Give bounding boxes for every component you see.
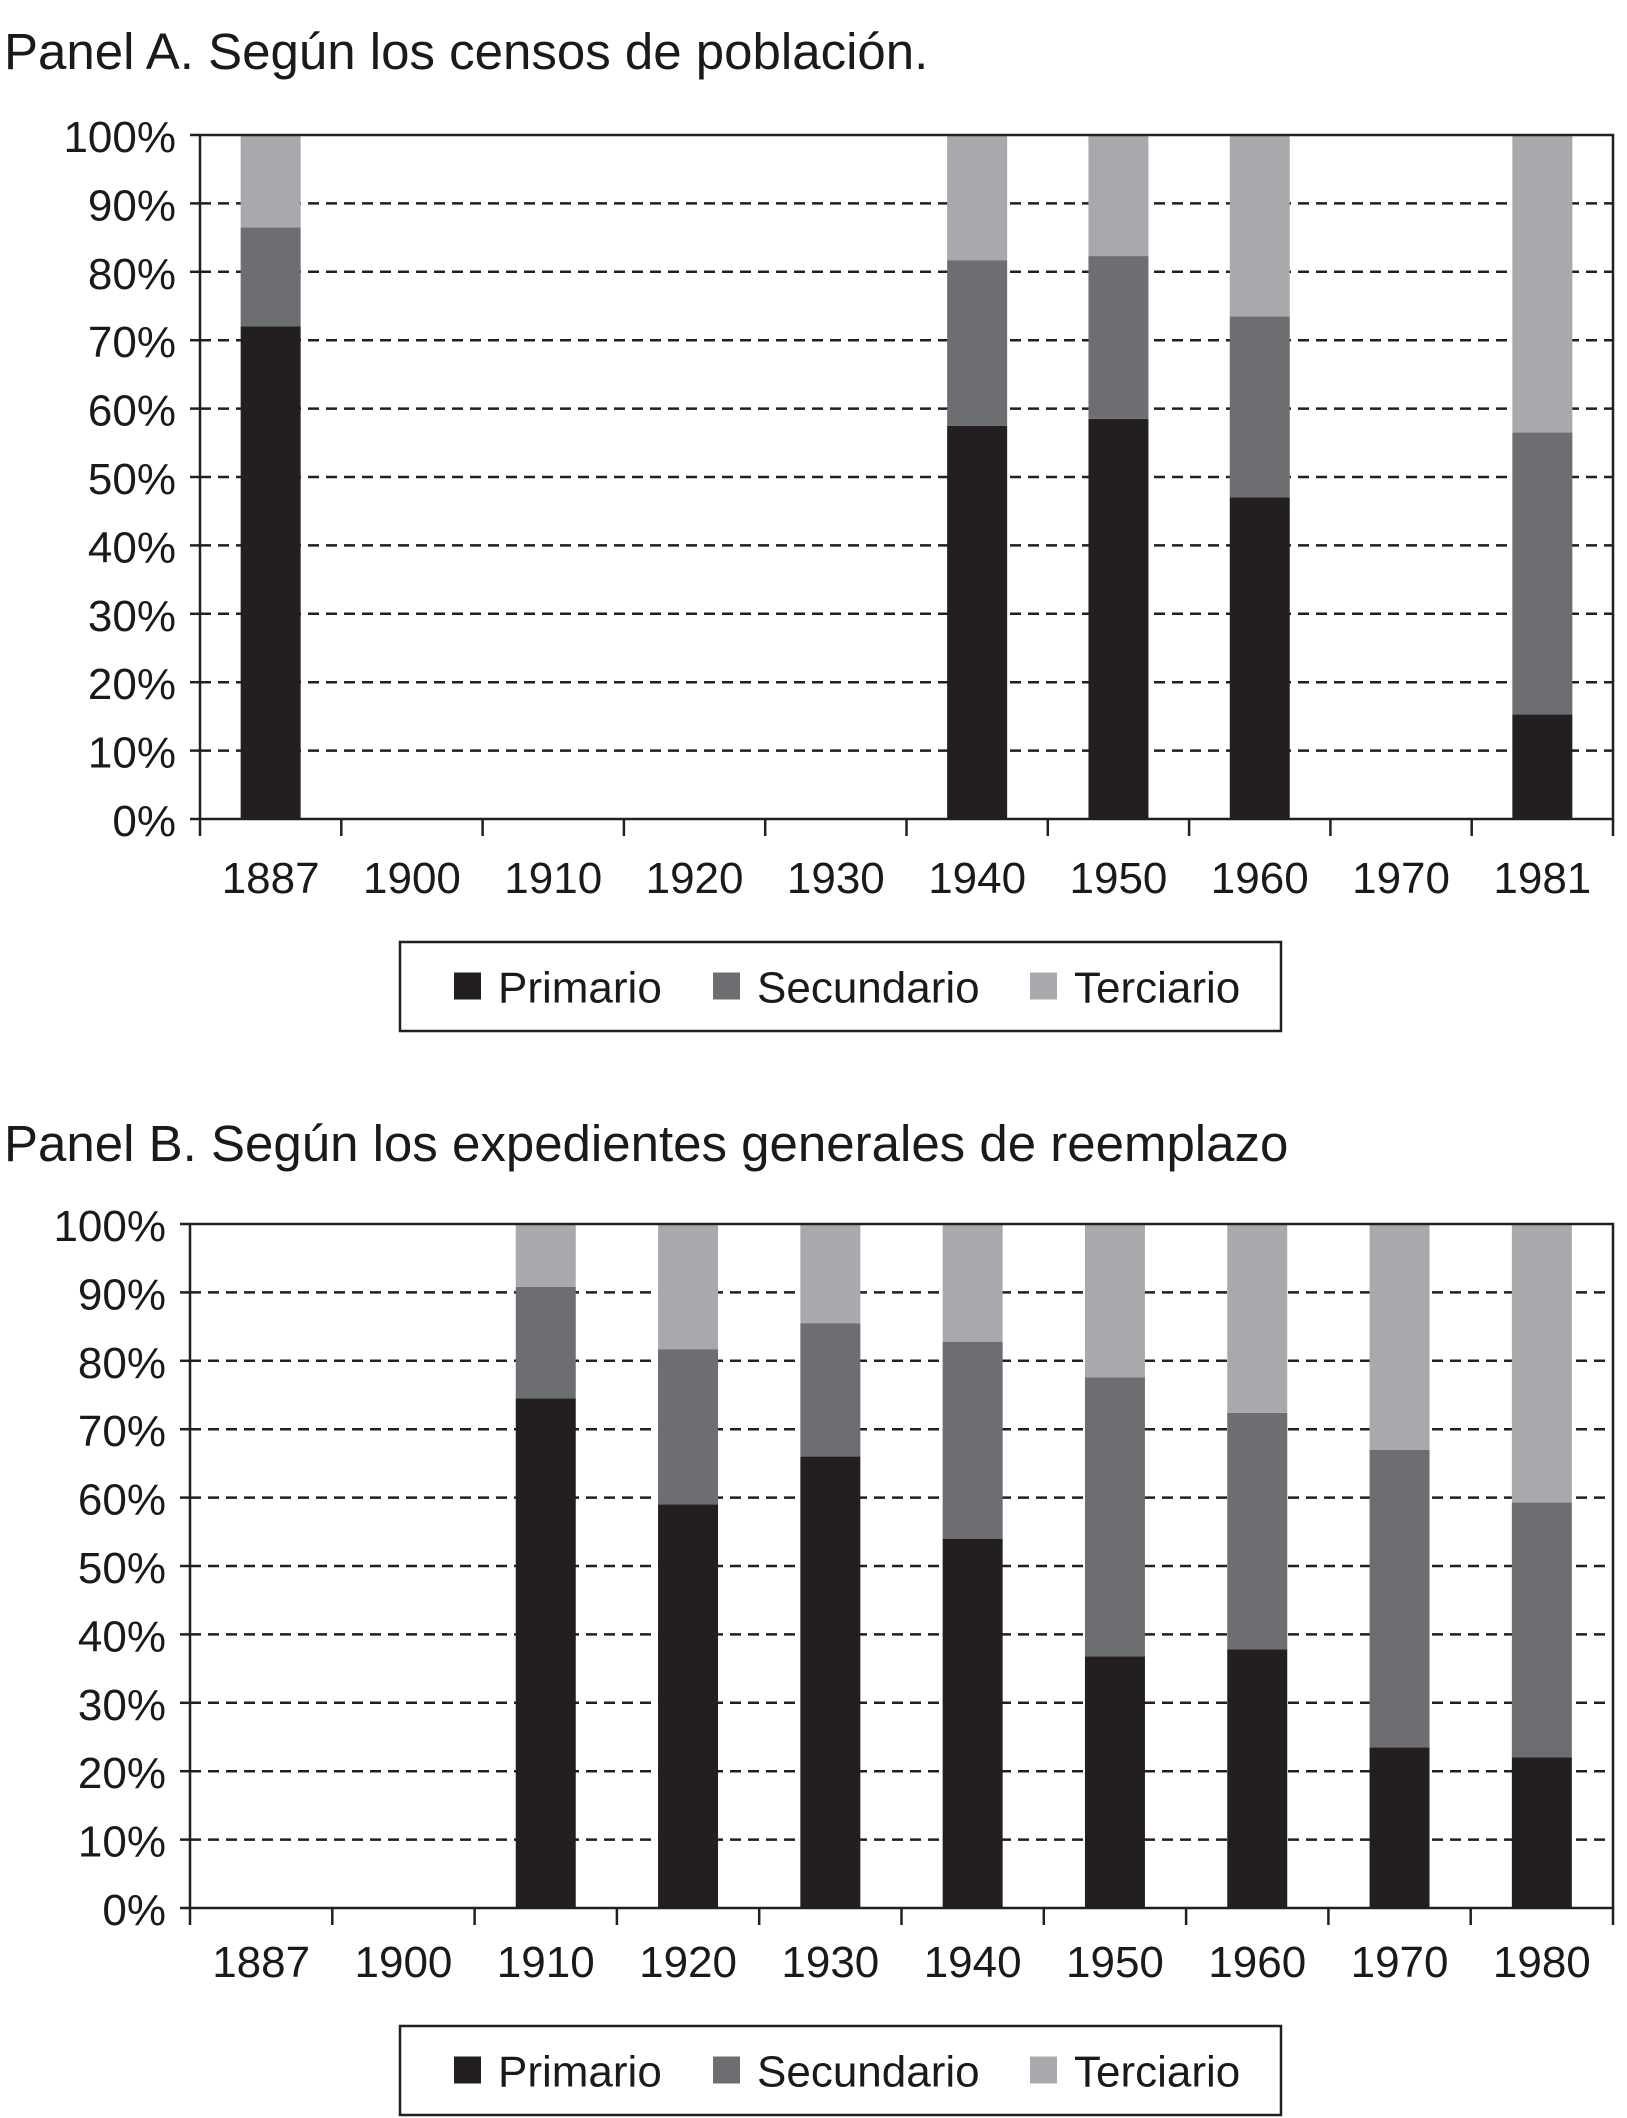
y-tick-label: 10% — [77, 1817, 166, 1867]
y-tick-label: 50% — [77, 1544, 166, 1593]
bar-segment-secundario-1960 — [1230, 316, 1290, 497]
x-tick-label: 1970 — [1352, 854, 1450, 903]
legend-label-terciario: Terciario — [1074, 2047, 1241, 2097]
legend-swatch-primario — [454, 973, 481, 1000]
x-tick-label: 1960 — [1208, 1938, 1307, 1987]
x-tick-label: 1887 — [221, 854, 320, 903]
legend-label-primario: Primario — [498, 963, 662, 1013]
bar-segment-secundario-1950 — [1085, 1377, 1145, 1656]
bar-segment-primario-1980 — [1512, 1758, 1572, 1908]
bar-segment-primario-1887 — [241, 327, 301, 819]
legend-label-secundario: Secundario — [757, 963, 980, 1013]
bar-segment-primario-1940 — [947, 426, 1007, 819]
x-tick-label: 1900 — [363, 854, 461, 903]
bar-segment-primario-1950 — [1088, 419, 1148, 819]
bar-segment-secundario-1940 — [947, 260, 1007, 426]
bar-segment-terciario-1950 — [1085, 1224, 1145, 1377]
y-tick-label: 30% — [77, 1680, 166, 1730]
x-tick-label: 1930 — [786, 854, 885, 903]
bar-segment-secundario-1910 — [516, 1287, 576, 1398]
y-tick-label: 80% — [87, 249, 176, 299]
bar-segment-secundario-1980 — [1512, 1502, 1572, 1757]
panel-b-chart — [0, 1059, 1627, 2118]
y-tick-label: 70% — [87, 318, 176, 368]
y-tick-label: 40% — [77, 1612, 166, 1662]
bar-segment-terciario-1910 — [516, 1224, 576, 1287]
y-tick-label: 10% — [87, 728, 176, 778]
x-tick-label: 1910 — [504, 854, 603, 903]
legend-swatch-secundario — [713, 973, 740, 1000]
bar-segment-secundario-1970 — [1370, 1450, 1430, 1748]
panel-a-title: Panel A. Según los censos de población. — [4, 23, 929, 80]
y-tick-label: 60% — [77, 1475, 166, 1525]
y-tick-label: 30% — [87, 591, 176, 641]
bar-segment-primario-1930 — [800, 1457, 860, 1908]
panel-b — [0, 1059, 1627, 2118]
x-tick-label: 1981 — [1493, 854, 1592, 903]
y-tick-label: 60% — [87, 386, 176, 436]
bar-segment-primario-1940 — [943, 1539, 1003, 1908]
x-tick-label: 1910 — [496, 1938, 595, 1987]
bar-segment-terciario-1930 — [800, 1224, 860, 1323]
x-tick-label: 1920 — [645, 854, 744, 903]
x-tick-label: 1950 — [1066, 1938, 1164, 1987]
bar-segment-primario-1960 — [1227, 1649, 1287, 1908]
y-tick-label: 80% — [77, 1338, 166, 1388]
legend-label-primario: Primario — [498, 2047, 662, 2097]
bar-segment-secundario-1960 — [1227, 1413, 1287, 1650]
bar-segment-terciario-1950 — [1088, 135, 1148, 256]
bar-segment-secundario-1887 — [241, 227, 301, 326]
bar-segment-primario-1910 — [516, 1398, 576, 1908]
bar-segment-primario-1920 — [658, 1504, 718, 1908]
x-tick-label: 1940 — [923, 1938, 1022, 1987]
bar-segment-primario-1950 — [1085, 1656, 1145, 1908]
legend-label-terciario: Terciario — [1074, 963, 1241, 1013]
legend-swatch-terciario — [1030, 973, 1057, 1000]
legend-swatch-terciario — [1030, 2057, 1057, 2084]
x-tick-label: 1950 — [1069, 854, 1168, 903]
y-tick-label: 100% — [53, 1202, 166, 1251]
y-tick-label: 0% — [102, 1886, 166, 1935]
legend-label-secundario: Secundario — [757, 2047, 980, 2097]
x-tick-label: 1887 — [212, 1938, 311, 1987]
y-tick-label: 20% — [77, 1749, 166, 1799]
bar-segment-secundario-1950 — [1088, 256, 1148, 419]
bar-segment-terciario-1887 — [241, 135, 301, 227]
panel-b-title: Panel B. Según los expedientes generales de reemplazo — [4, 1115, 1289, 1172]
bar-segment-primario-1960 — [1230, 498, 1290, 819]
bar-segment-primario-1970 — [1370, 1747, 1430, 1908]
y-tick-label: 50% — [87, 455, 176, 504]
bar-segment-terciario-1940 — [947, 135, 1007, 260]
y-tick-label: 40% — [87, 523, 176, 573]
bar-segment-secundario-1940 — [943, 1342, 1003, 1539]
bar-segment-secundario-1981 — [1512, 433, 1572, 715]
x-tick-label: 1900 — [354, 1938, 453, 1987]
bar-segment-terciario-1920 — [658, 1224, 718, 1349]
y-tick-label: 90% — [87, 181, 176, 231]
x-tick-label: 1920 — [639, 1938, 737, 1987]
bar-segment-primario-1981 — [1512, 714, 1572, 819]
bar-segment-secundario-1930 — [800, 1323, 860, 1456]
x-tick-label: 1940 — [928, 854, 1027, 903]
x-tick-label: 1960 — [1210, 854, 1309, 903]
y-tick-label: 100% — [63, 113, 176, 162]
x-tick-label: 1980 — [1492, 1938, 1591, 1987]
y-tick-label: 0% — [112, 797, 176, 846]
bar-segment-terciario-1940 — [943, 1224, 1003, 1342]
x-tick-label: 1970 — [1350, 1938, 1449, 1987]
legend-swatch-secundario — [713, 2057, 740, 2084]
y-tick-label: 90% — [77, 1270, 166, 1320]
legend-swatch-primario — [454, 2057, 481, 2084]
bar-segment-terciario-1980 — [1512, 1224, 1572, 1502]
y-tick-label: 70% — [77, 1407, 166, 1457]
bar-segment-terciario-1970 — [1370, 1224, 1430, 1450]
bar-segment-secundario-1920 — [658, 1349, 718, 1504]
bar-segment-terciario-1981 — [1512, 135, 1572, 433]
bar-segment-terciario-1960 — [1227, 1224, 1287, 1413]
x-tick-label: 1930 — [781, 1938, 880, 1987]
y-tick-label: 20% — [87, 660, 176, 710]
bar-segment-terciario-1960 — [1230, 135, 1290, 316]
